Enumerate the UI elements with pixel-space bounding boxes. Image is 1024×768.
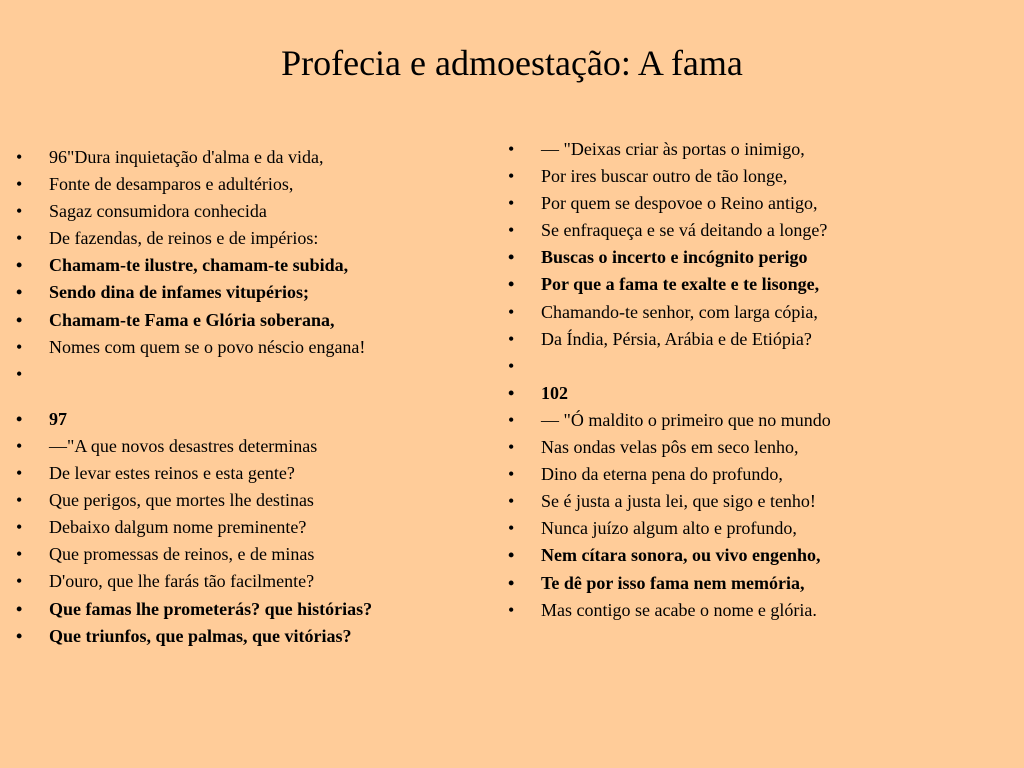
verse-line: • Fonte de desamparos e adultérios, <box>16 171 486 198</box>
verse-line: • — "Deixas criar às portas o inimigo, <box>508 136 1008 163</box>
verse-line: • Sagaz consumidora conhecida <box>16 198 486 225</box>
verse-line: • D'ouro, que lhe farás tão facilmente? <box>16 568 486 595</box>
verse-line: • Buscas o incerto e incógnito perigo <box>508 244 1008 271</box>
verse-line: • 97 <box>16 406 486 433</box>
verse-line: • Chamando-te senhor, com larga cópia, <box>508 299 1008 326</box>
verse-line: • Da Índia, Pérsia, Arábia e de Etiópia? <box>508 326 1008 353</box>
verse-line: • Que promessas de reinos, e de minas <box>16 541 486 568</box>
verse-line: • Que perigos, que mortes lhe destinas <box>16 487 486 514</box>
verse-line: • Por quem se despovoe o Reino antigo, <box>508 190 1008 217</box>
verse-line: • Debaixo dalgum nome preminente? <box>16 514 486 541</box>
verse-line: • 96"Dura inquietação d'alma e da vida, <box>16 144 486 171</box>
verse-line: • Nomes com quem se o povo néscio engana! <box>16 334 486 361</box>
verse-line <box>508 353 1008 380</box>
verse-line: • Se é justa a justa lei, que sigo e tenho! <box>508 488 1008 515</box>
verse-line: • Sendo dina de infames vitupérios; <box>16 279 486 306</box>
verse-line: • Chamam-te Fama e Glória soberana, <box>16 307 486 334</box>
verse-line: • Por ires buscar outro de tão longe, <box>508 163 1008 190</box>
verse-line: • De levar estes reinos e esta gente? <box>16 460 486 487</box>
verse-spacer <box>16 388 486 406</box>
verse-line <box>16 361 486 388</box>
verse-line: • Se enfraqueça e se vá deitando a longe? <box>508 217 1008 244</box>
verse-line: • —"A que novos desastres determinas <box>16 433 486 460</box>
verse-line: • Chamam-te ilustre, chamam-te subida, <box>16 252 486 279</box>
verse-line: • Mas contigo se acabe o nome e glória. <box>508 597 1008 624</box>
verse-line: • Por que a fama te exalte e te lisonge, <box>508 271 1008 298</box>
verse-line: • Que famas lhe prometerás? que histórias? <box>16 596 486 623</box>
slide-title: Profecia e admoestação: A fama <box>281 43 743 83</box>
verse-line: • 102 <box>508 380 1008 407</box>
verse-line: • Nem cítara sonora, ou vivo engenho, <box>508 542 1008 569</box>
verse-line: • Te dê por isso fama nem memória, <box>508 570 1008 597</box>
right-verse-list <box>508 136 1008 624</box>
verse-line: • De fazendas, de reinos e de impérios: <box>16 225 486 252</box>
left-verse-list <box>16 144 486 650</box>
verse-line: • — "Ó maldito o primeiro que no mundo <box>508 407 1008 434</box>
verse-line: • Dino da eterna pena do profundo, <box>508 461 1008 488</box>
verse-line: • Nunca juízo algum alto e profundo, <box>508 515 1008 542</box>
verse-line: • Que triunfos, que palmas, que vitórias? <box>16 623 486 650</box>
verse-line: • Nas ondas velas pôs em seco lenho, <box>508 434 1008 461</box>
